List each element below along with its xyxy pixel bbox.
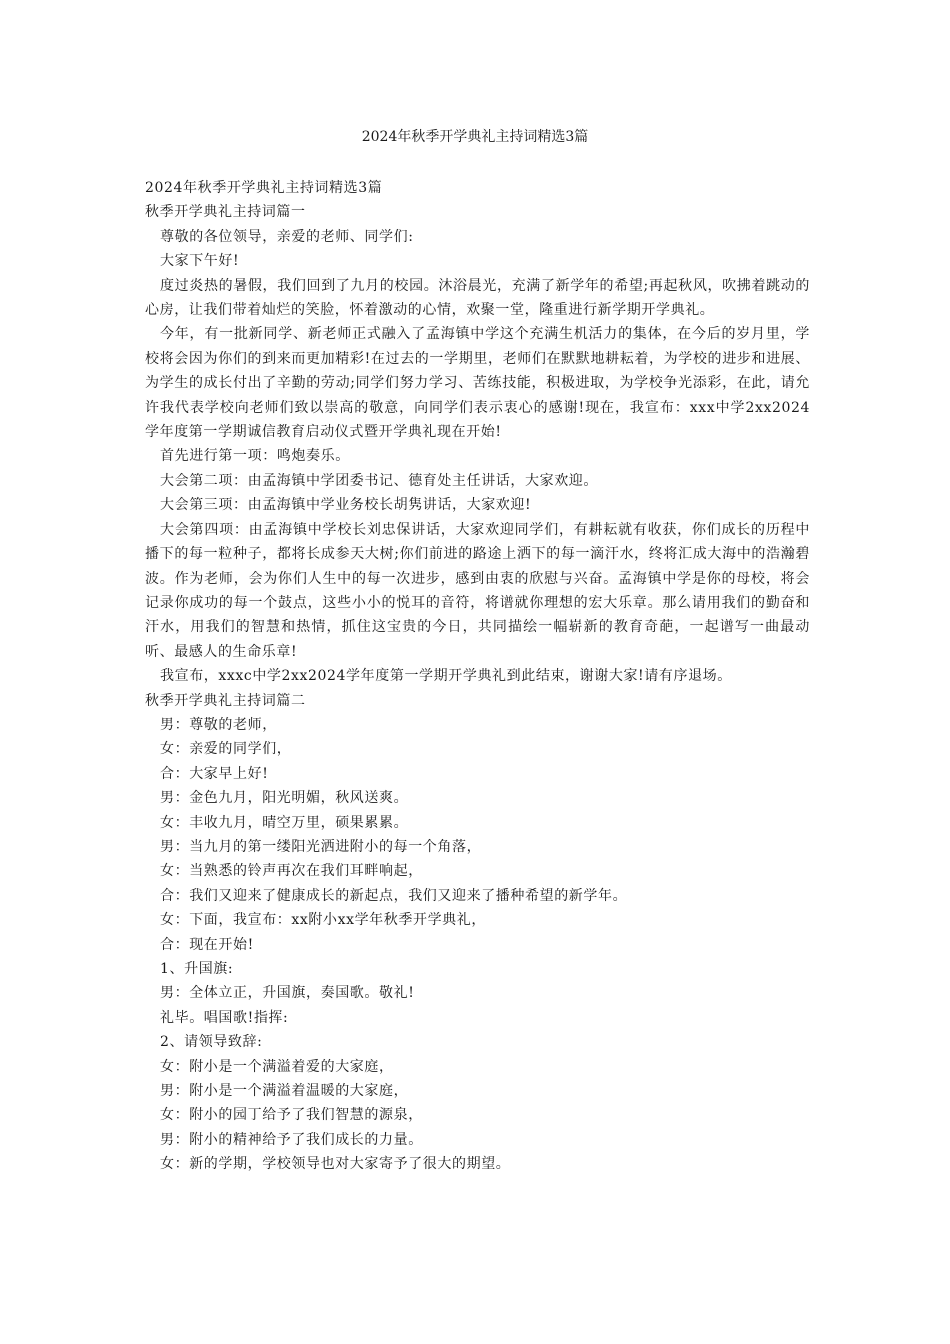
- paragraph: 1、升国旗:: [160, 961, 234, 977]
- paragraph: 秋季开学典礼主持词篇二: [145, 692, 306, 709]
- paragraph: 我宣布，xxxc中学2xx2024学年度第一学期开学典礼到此结束，谢谢大家!请有序退场。: [160, 668, 732, 685]
- paragraph: 大会第二项：由孟海镇中学团委书记、德育处主任讲话，大家欢迎。: [160, 472, 598, 489]
- paragraph: 女：丰收九月，晴空万里，硕果累累。: [160, 814, 409, 831]
- paragraph: 大家下午好!: [160, 253, 240, 270]
- paragraph: 男：当九月的第一缕阳光洒进附小的每一个角落，: [160, 838, 482, 855]
- paragraph: 大会第四项：由孟海镇中学校长刘忠保讲话，大家欢迎同学们，有耕耘就有收获，你们成长的历程中播下的每一粒种子，都将长成参天大树;你们前进的路途上洒下的每一滴汗水，终将汇成大海中的浩瀚碧波。作为老师，会为你们人生中的每一次进步，感到由衷的欣慰与兴奋。孟海镇中学是你的母校，将会记录你成功的每一个鼓点，这些小小的悦耳的音符，将谱就你理想的宏大乐章。那么请用我们的勤奋和汗水，用我们的智慧和热情，抓住这宝贵的今日，共同描绘一幅崭新的教育奇葩，一起谱写一曲最动听、最感人的生命乐章!: [145, 521, 810, 660]
- paragraph: 2、请领导致辞:: [160, 1034, 263, 1051]
- paragraph: 女：当熟悉的铃声再次在我们耳畔响起，: [160, 863, 423, 880]
- paragraph: 度过炎热的暑假，我们回到了九月的校园。沐浴晨光，充满了新学年的希望;再起秋风，吹拂着跳动的心房，让我们带着灿烂的笑脸，怀着激动的心情，欢聚一堂，隆重进行新学期开学典礼。: [145, 277, 810, 319]
- paragraph: 尊敬的各位领导，亲爱的老师、同学们:: [160, 228, 414, 245]
- paragraph: 女：新的学期，学校领导也对大家寄予了很大的期望。: [160, 1156, 511, 1173]
- paragraph: 今年，有一批新同学、新老师正式融入了孟海镇中学这个充满生机活力的集体，在今后的岁月里，学校将会因为你们的到来而更加精彩!在过去的一学期里，老师们在默默地耕耘着，为学校的进步和进展、为学生的成长付出了辛勤的劳动;同学们努力学习、苦练技能，积极进取，为学校争光添彩，在此，请允许我代表学校向老师们致以崇高的敬意，向同学们表示衷心的感谢!现在，我宣布：xxx中学2xx2024学年度第一学期诚信教育启动仪式暨开学典礼现在开始!: [145, 326, 810, 441]
- paragraph: 合：我们又迎来了健康成长的新起点，我们又迎来了播种希望的新学年。: [160, 887, 628, 904]
- paragraph: 2024年秋季开学典礼主持词精选3篇: [145, 180, 383, 196]
- paragraph: 男：附小的精神给予了我们成长的力量。: [160, 1131, 423, 1148]
- paragraph: 首先进行第一项：鸣炮奏乐。: [160, 448, 350, 465]
- document-body: [145, 176, 810, 1177]
- paragraph: 女：附小是一个满溢着爱的大家庭，: [160, 1058, 394, 1075]
- paragraph: 女：下面，我宣布：xx附小xx学年秋季开学典礼，: [160, 912, 486, 929]
- paragraph: 大会第三项：由孟海镇中学业务校长胡隽讲话，大家欢迎!: [160, 497, 532, 514]
- paragraph: 合：大家早上好!: [160, 765, 269, 782]
- paragraph: 男：金色九月，阳光明媚，秋风送爽。: [160, 790, 409, 807]
- paragraph: 女：附小的园丁给予了我们智慧的源泉，: [160, 1107, 423, 1124]
- paragraph: 礼毕。唱国歌!指挥:: [160, 1009, 289, 1026]
- paragraph: 合：现在开始!: [160, 936, 254, 953]
- paragraph: 男：全体立正，升国旗，奏国歌。敬礼!: [160, 985, 415, 1002]
- paragraph: 秋季开学典礼主持词篇一: [145, 204, 306, 221]
- paragraph: 女：亲爱的同学们，: [160, 741, 292, 758]
- page-title: 2024年秋季开学典礼主持词精选3篇: [361, 129, 589, 145]
- paragraph: 男：尊敬的老师，: [160, 716, 277, 733]
- paragraph: 男：附小是一个满溢着温暖的大家庭，: [160, 1083, 409, 1100]
